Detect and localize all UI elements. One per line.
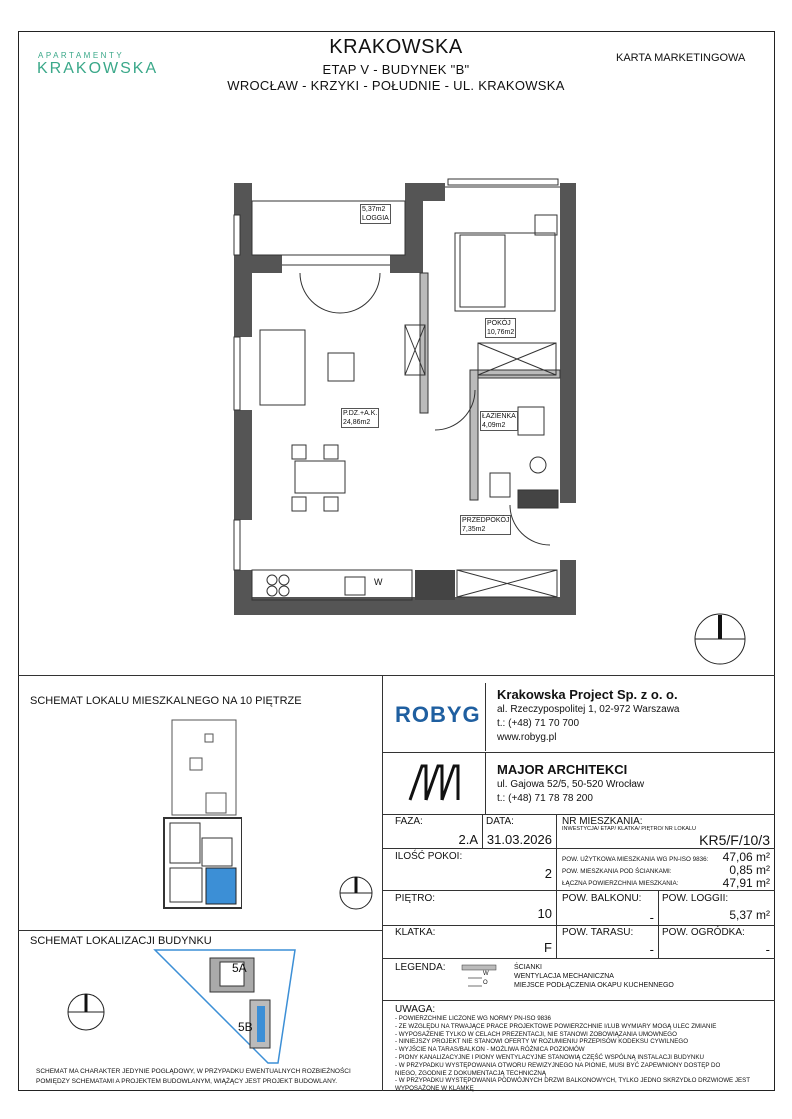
pl-label: ŁĄCZNA POWIERZCHNIA MIESZKANIA: [562,880,679,887]
nr-sublabel: INWESTYCJA/ ETAP/ KLATKA/ PIĘTRO/ NR LOKALU [562,826,696,832]
divider [382,752,775,753]
developer-phone: t.: (+48) 71 70 700 [497,718,580,729]
pu-label: POW. UŻYTKOWA MIESZKANIA WG PN-ISO 9836: [562,856,709,863]
taras-value: - [649,942,654,957]
nr-label: NR MIESZKANIA: [562,816,643,827]
table-row [382,1000,775,1001]
divider [18,930,382,931]
pokoje-value: 2 [544,866,552,881]
loggia-label: POW. LOGGII: [662,893,729,904]
divider [482,814,483,848]
developer-name: Krakowska Project Sp. z o. o. [497,687,678,702]
room-tag-pokoj: POKÓJ 10,76m2 [487,320,515,336]
faza-value: 2.A [458,832,478,847]
uwaga-title: UWAGA: [395,1004,436,1015]
stage-line: ETAP V - BUDYNEK "B" [322,62,470,77]
divider [485,752,486,814]
major-architekci-logo-icon [408,762,464,802]
developer-address: al. Rzeczypospolitej 1, 02-972 Warszawa [497,704,680,715]
developer-website[interactable]: www.robyg.pl [497,732,557,743]
architect-name: MAJOR ARCHITEKCI [497,762,628,777]
nr-value: KR5/F/10/3 [699,832,770,848]
divider [556,814,557,958]
page-title: KRAKOWSKA [329,36,463,58]
schema-floor-title: SCHEMAT LOKALU MIESZKALNEGO NA 10 PIĘTRZE [30,695,302,707]
north-arrow-icon [693,612,747,666]
pokoje-label: ILOŚĆ POKOI: [395,851,463,862]
brand-logo-text: KRAKOWSKA [37,60,159,77]
building-5b-label: 5B [238,1020,253,1034]
room-tag-przedpokoj: PRZEDPOKÓJ 7,35m2 [462,517,510,533]
room-tag-lazienka: ŁAZIENKA 4,09m2 [482,413,516,429]
table-row [382,925,775,926]
legend-symbol-o: O [483,980,488,986]
table-row [382,890,775,891]
table-row [382,814,775,815]
ventilation-marker: W [374,577,383,587]
room-tag-loggia: 5,37m2 LOGGIA [362,206,389,222]
unit-highlight [206,868,236,904]
floor-plan [220,175,600,625]
uwaga-list: - POWIERZCHNIE LICZONE WG NORMY PN-ISO 9836 - ZE WZGLĘDU NA TRWAJĄCE PRACE PROJEKTOWE POWIERZCHNIE I/LUB WYMIARY MOGĄ ULEC ZMIANIE - WYPOSAŻENIE TYLKO W CELACH PREZENTACJI, NIE STANOWI ZOBOWIĄZANIA UMOWNEGO - NINIEJSZY PROJEKT NIE STANOWI OFERTY W ROZUMIENIU PRZEPISÓW KODEKSU CYWILNEGO - WYJŚCIE NA TARAS/BALKON - MOŻLIWA RÓŻNICA POZIOMÓW - PIONY KANALIZACYJNE I PIONY WENTYLACYJNE STANOWIĄ CZĘŚĆ WSPÓLNĄ INSTALACJI BUDYNKU - W PRZYPADKU WYSTĘPOWANIA OTWORU REWIZYJNEGO NA PIONIE, MUSI BYĆ ZAPEWNIONY DOSTĘP DO NIEGO, ZGODNIE Z DOKUMENTACJĄ TECHNICZNĄ - W PRZYPADKU WYSTĘPOWANIA PODWÓJNYCH DRZWI BALKONOWYCH, TYLKO JEDNO SKRZYDŁO DRZWIOWE JEST WYPOSAŻONE W KLAMKĘ [395,1015,751,1093]
disclaimer: SCHEMAT MA CHARAKTER JEDYNIE POGLĄDOWY, W PRZYPADKU EWENTUALNYCH ROZBIEŻNOŚCI POMIĘDZY SCHEMATAMI A PROJEKTEM BUDOWLANYM, WIĄŻĄCY JEST PROJEKT BUDOWLANY. [36,1068,351,1085]
klatka-label: KLATKA: [395,927,436,938]
ogrodek-label: POW. OGRÓDKA: [662,927,745,938]
table-row [382,958,775,959]
legend-symbol-w: W [483,971,489,977]
architect-address: ul. Gajowa 52/5, 50-520 Wrocław [497,779,645,790]
klatka-value: F [544,940,552,955]
balkon-label: POW. BALKONU: [562,893,642,904]
building-5a-label: 5A [232,961,247,975]
divider [18,675,775,676]
legend-items: ŚCIANKI WENTYLACJA MECHANICZNA MIEJSCE PODŁĄCZENIA OKAPU KUCHENNEGO [514,964,674,989]
balkon-value: - [649,910,654,925]
legend-symbols [460,963,500,993]
floor-schema-drawing [160,718,242,910]
ps-value: 0,85 m² [729,863,770,877]
divider [485,683,486,751]
faza-label: FAZA: [395,816,423,827]
divider [658,890,659,958]
table-row [382,848,775,849]
pietro-value: 10 [537,906,552,921]
divider [382,675,383,1091]
brand-small-text: APARTAMENTY [38,51,125,60]
architect-phone: t.: (+48) 71 78 78 200 [497,793,593,804]
loggia-value: 5,37 m² [729,908,770,922]
data-label: DATA: [486,816,514,827]
taras-label: POW. TARASU: [562,927,634,938]
schema-building-title: SCHEMAT LOKALIZACJI BUDYNKU [30,935,212,947]
north-arrow-small-icon [66,992,106,1032]
data-value: 31.03.2026 [486,832,552,847]
pietro-label: PIĘTRO: [395,893,436,904]
ogrodek-value: - [765,942,770,957]
robyg-logo: ROBYG [395,702,481,727]
legend-title: LEGENDA: [395,962,446,973]
pu-value: 47,06 m² [722,850,770,864]
ps-label: POW. MIESZKANIA POD ŚCIANKAMI: [562,868,672,875]
pl-value: 47,91 m² [722,876,770,890]
building-location-drawing [150,948,300,1068]
north-arrow-small-icon [338,875,374,911]
location-line: WROCŁAW - KRZYKI - POŁUDNIE - UL. KRAKOWSKA [227,78,565,93]
doc-type: KARTA MARKETINGOWA [616,52,746,64]
room-tag-living: P.DZ.+A.K. 24,86m2 [343,410,378,426]
